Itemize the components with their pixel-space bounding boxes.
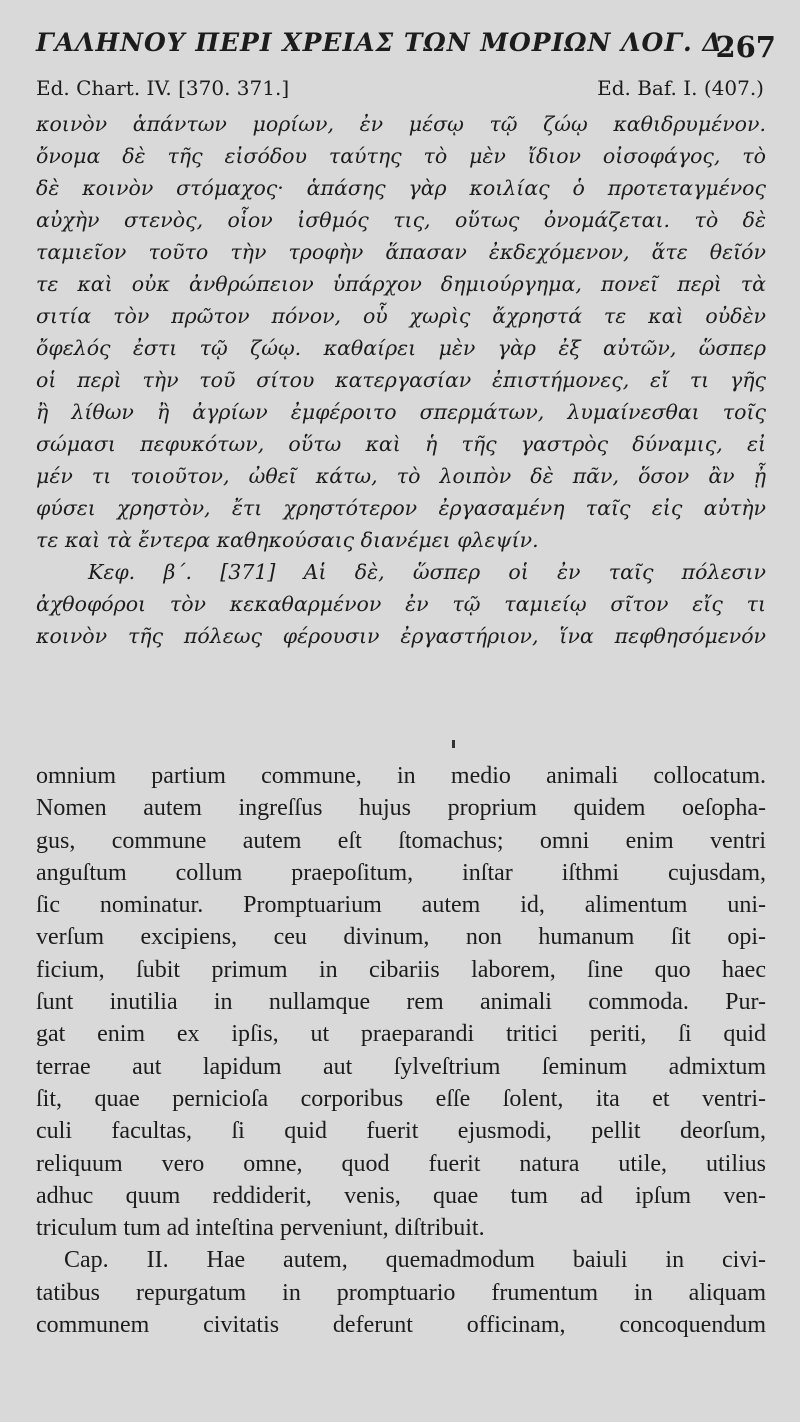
latin-line: ficium, ſubit primum in cibariis laborem, ſine quo haec [36,956,766,983]
greek-line: ἀχθοφόροι τὸν κεκαθαρμένον ἐν τῷ ταμιείῳ σῖτον εἴς τι [36,592,766,616]
greek-line: δὲ κοινὸν στόμαχος· ἁπάσης γὰρ κοιλίας ὁ προτεταγμένος [36,176,766,200]
greek-chapter-heading-line: Κεφ. β΄. [371] Αἱ δὲ, ὥσπερ οἱ ἐν ταῖς πόλεσιν [88,560,766,584]
edition-chartier: Ed. Chart. IV. [370. 371.] [36,76,290,100]
running-head [36,28,776,68]
latin-line: omnium partium commune, in medio animali collocatum. [36,763,766,789]
edition-references [36,76,764,104]
greek-line: σώμασι πεφυκότων, οὕτω καὶ ἡ τῆς γαστρὸς δύναμις, εἰ [36,432,766,456]
latin-line: ſit, quae pernicioſa corporibus eſſe ſolent, ita et ventri- [36,1085,766,1112]
page-number: 267 [715,30,776,64]
greek-line: οἱ περὶ τὴν τοῦ σίτου κατεργασίαν ἐπιστήμονες, εἴ τι γῆς [36,368,766,392]
latin-text [36,760,766,1341]
greek-line: ὄνομα δὲ τῆς εἰσόδου ταύτης τὸ μὲν ἴδιον οἰσοφάγος, τὸ [36,144,766,168]
latin-line: adhuc quum reddiderit, venis, quae tum ad ipſum ven- [36,1182,766,1209]
greek-line: τε καὶ οὐκ ἀνθρώπειον ὑπάρχον δημιούργημα, πονεῖ περὶ τὰ [36,272,766,296]
latin-line: gat enim ex ipſis, ut praeparandi tritici periti, ſi quid [36,1021,766,1048]
latin-line: verſum excipiens, ceu divinum, non humanum ſit opi- [36,924,766,951]
latin-line: communem civitatis deferunt officinam, concoquendum [36,1312,766,1339]
latin-line: ſic nominatur. Promptuarium autem id, alimentum uni- [36,892,766,919]
edition-basel: Ed. Baf. I. (407.) [597,76,764,100]
latin-line: reliquum vero omne, quod fuerit natura utile, utilius [36,1150,766,1177]
greek-line: τε καὶ τὰ ἔντερα καθηκούσαις διανέμει φλεψίν. [36,528,539,552]
greek-line: φύσει χρηστὸν, ἔτι χρηστότερον ἐργασαμένη ταῖς εἰς αὐτὴν [36,496,766,520]
latin-chapter-heading-line: Cap. II. Hae autem, quemadmodum baiuli in civi- [64,1247,766,1274]
latin-line: anguſtum collum praepoſitum, inſtar iſthmi cujusdam, [36,859,766,886]
greek-line: μέν τι τοιοῦτον, ὠθεῖ κάτω, τὸ λοιπὸν δὲ πᾶν, ὅσον ἂν ᾖ [36,464,766,488]
print-mark [452,740,455,748]
latin-line: triculum tum ad inteſtina perveniunt, diſtribuit. [36,1215,485,1242]
latin-line: gus, commune autem eſt ſtomachus; omni enim ventri [36,827,766,854]
greek-line: ταμιεῖον τοῦτο τὴν τροφὴν ἅπασαν ἐκδεχόμενον, ἅτε θεῖόν [36,240,766,264]
latin-line: culi facultas, ſi quid fuerit ejusmodi, pellit deorſum, [36,1118,766,1145]
greek-line: κοινὸν τῆς πόλεως φέρουσιν ἐργαστήριον, ἵνα πεφθησόμενόν [36,624,766,648]
greek-line: ὄφελός ἐστι τῷ ζώῳ. καθαίρει μὲν γὰρ ἐξ αὐτῶν, ὥσπερ [36,336,766,360]
latin-line: terrae aut lapidum aut ſylveſtrium ſeminum admixtum [36,1053,766,1080]
greek-text [36,108,766,652]
greek-line: ἢ λίθων ἢ ἀγρίων ἐμφέροιτο σπερμάτων, λυμαίνεσθαι τοῖς [36,400,766,424]
running-title: ΓΑΛΗΝΟΥ ΠΕΡΙ ΧΡΕΙΑΣ ΤΩΝ ΜΟΡΙΩΝ ΛΟΓ. Δ. [36,28,733,57]
latin-line: ſunt inutilia in nullamque rem animali commoda. Pur- [36,989,766,1016]
latin-line: Nomen autem ingreſſus hujus proprium quidem oeſopha- [36,795,766,822]
latin-line: tatibus repurgatum in promptuario frumentum in aliquam [36,1279,766,1306]
greek-line: κοινὸν ἁπάντων μορίων, ἐν μέσῳ τῷ ζώῳ καθιδρυμένον. [36,112,766,136]
greek-line: αὐχὴν στενὸς, οἷον ἰσθμός τις, οὕτως ὀνομάζεται. τὸ δὲ [36,208,766,232]
greek-line: σιτία τὸν πρῶτον πόνον, οὗ χωρὶς ἄχρηστά τε καὶ οὐδὲν [36,304,766,328]
